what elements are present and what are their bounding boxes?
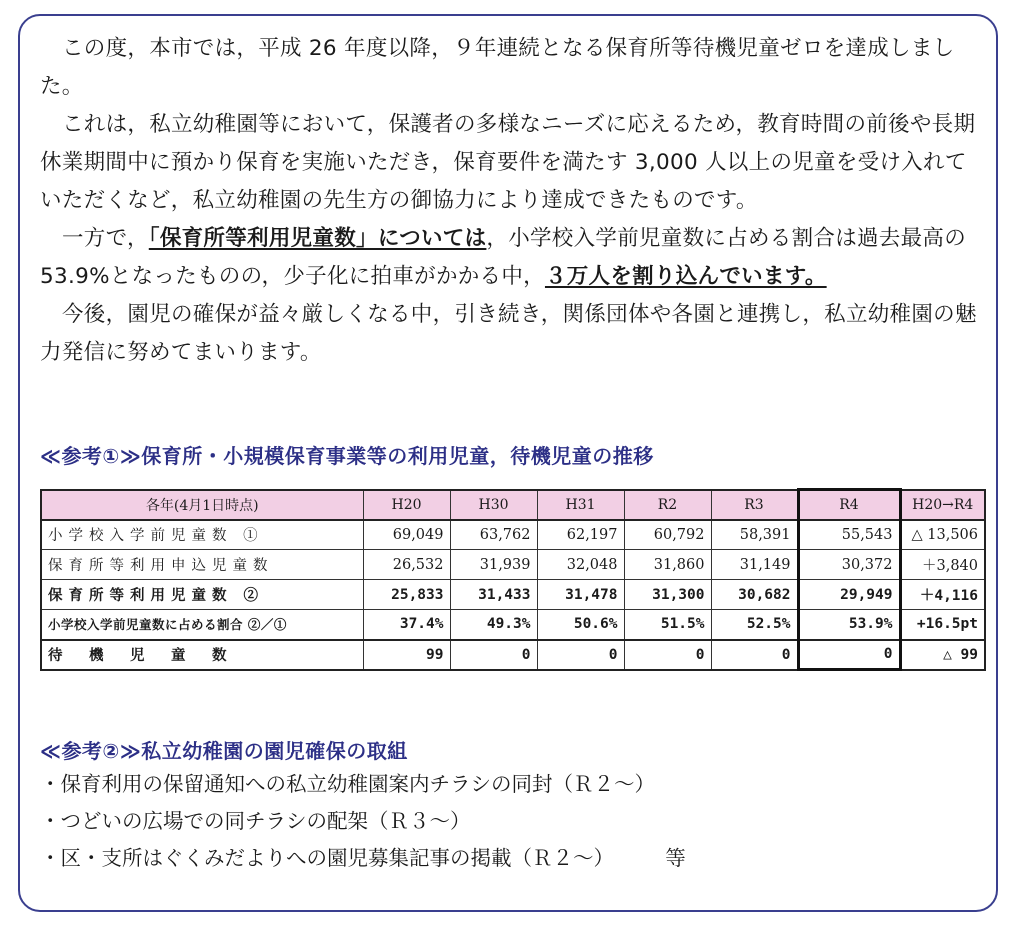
header-cell: H30 [450,490,537,520]
table-row [41,580,985,610]
table-cell: ＋4,116 [900,580,985,610]
table-cell: 31,300 [624,580,711,610]
row-label: 小学校入学前児童数 ① [41,520,363,550]
table-cell: 0 [624,640,711,670]
table-cell: ＋3,840 [900,550,985,580]
table-cell: 55,543 [798,520,900,550]
table-cell: 53.9% [798,610,900,640]
list-item: ・区・支所はぐくみだよりへの園児募集記事の掲載（Ｒ２～） 等 [40,846,686,870]
table-row [41,640,985,670]
table-cell: 29,949 [798,580,900,610]
row-label: 待 機 児 童 数 [41,640,363,670]
table-cell: 62,197 [537,520,624,550]
table-row [41,520,985,550]
row-label: 保育所等利用児童数 ② [41,580,363,610]
ref2-heading: ≪参考②≫私立幼稚園の園児確保の取組 [40,739,408,763]
table-cell: 99 [363,640,450,670]
childcare-table [40,488,986,671]
list-item: ・保育利用の保留通知への私立幼稚園案内チラシの同封（Ｒ２～） [40,772,655,796]
table-cell: +16.5pt [900,610,985,640]
table-cell: 32,048 [537,550,624,580]
intro-paragraph-2: これは，私立幼稚園等において，保護者の多様なニーズに応えるため，教育時間の前後や長期休業期間中に預かり保育を実施いただき，保育要件を満たす 3,000 人以上の児童を受け入れていただくなど，私立幼稚園の先生方の御協力により達成できたものです。 [40,112,976,213]
table-cell: 63,762 [450,520,537,550]
list-item: ・つどいの広場での同チラシの配架（Ｒ３～） [40,809,471,833]
table-cell: 30,682 [711,580,798,610]
table-cell: 37.4% [363,610,450,640]
table-cell: 69,049 [363,520,450,550]
table-cell: △ 99 [900,640,985,670]
table-cell: 0 [450,640,537,670]
ref2-list [40,766,686,877]
table-cell: 58,391 [711,520,798,550]
intro-paragraph-1: この度，本市では，平成 26 年度以降，９年連続となる保育所等待機児童ゼロを達成しました。 [40,36,955,99]
table-cell: 31,433 [450,580,537,610]
table-header-row [41,490,985,520]
header-cell: H31 [537,490,624,520]
table-cell: △ 13,506 [900,520,985,550]
table-row [41,550,985,580]
p3-emphasis-1: 「保育所等利用児童数」については [148,226,487,251]
header-cell: H20 [363,490,450,520]
header-cell: R4 [798,490,900,520]
table-cell: 26,532 [363,550,450,580]
p3-part-c: ，小学校入学前児童数に占める割合は過去最高の 53.9%となったものの，少子化に拍車がかかる中， [40,226,967,289]
table-cell: 31,860 [624,550,711,580]
table-cell: 31,939 [450,550,537,580]
intro-text [40,30,988,372]
intro-paragraph-3 [40,220,988,296]
table-cell: 25,833 [363,580,450,610]
ref1-heading: ≪参考①≫保育所・小規模保育事業等の利用児童，待機児童の推移 [40,444,654,468]
table-cell: 50.6% [537,610,624,640]
table-cell: 49.3% [450,610,537,640]
table-cell: 30,372 [798,550,900,580]
row-label: 保育所等利用申込児童数 [41,550,363,580]
header-cell: R3 [711,490,798,520]
table-cell: 31,149 [711,550,798,580]
table-cell: 52.5% [711,610,798,640]
header-cell: H20→R4 [900,490,985,520]
header-cell: R2 [624,490,711,520]
table-row [41,610,985,640]
row-label: 小学校入学前児童数に占める割合 ②／① [41,610,363,640]
intro-paragraph-4: 今後，園児の確保が益々厳しくなる中，引き続き，関係団体や各園と連携し，私立幼稚園の魅力発信に努めてまいります。 [40,302,977,365]
header-cell: 各年(4月1日時点) [41,490,363,520]
table-cell: 0 [711,640,798,670]
table-cell: 0 [537,640,624,670]
table-cell: 0 [798,640,900,670]
table-cell: 31,478 [537,580,624,610]
table-cell: 51.5% [624,610,711,640]
table-cell: 60,792 [624,520,711,550]
p3-part-a: 一方で， [62,226,149,251]
p3-emphasis-2: ３万人を割り込んでいます。 [544,264,827,289]
